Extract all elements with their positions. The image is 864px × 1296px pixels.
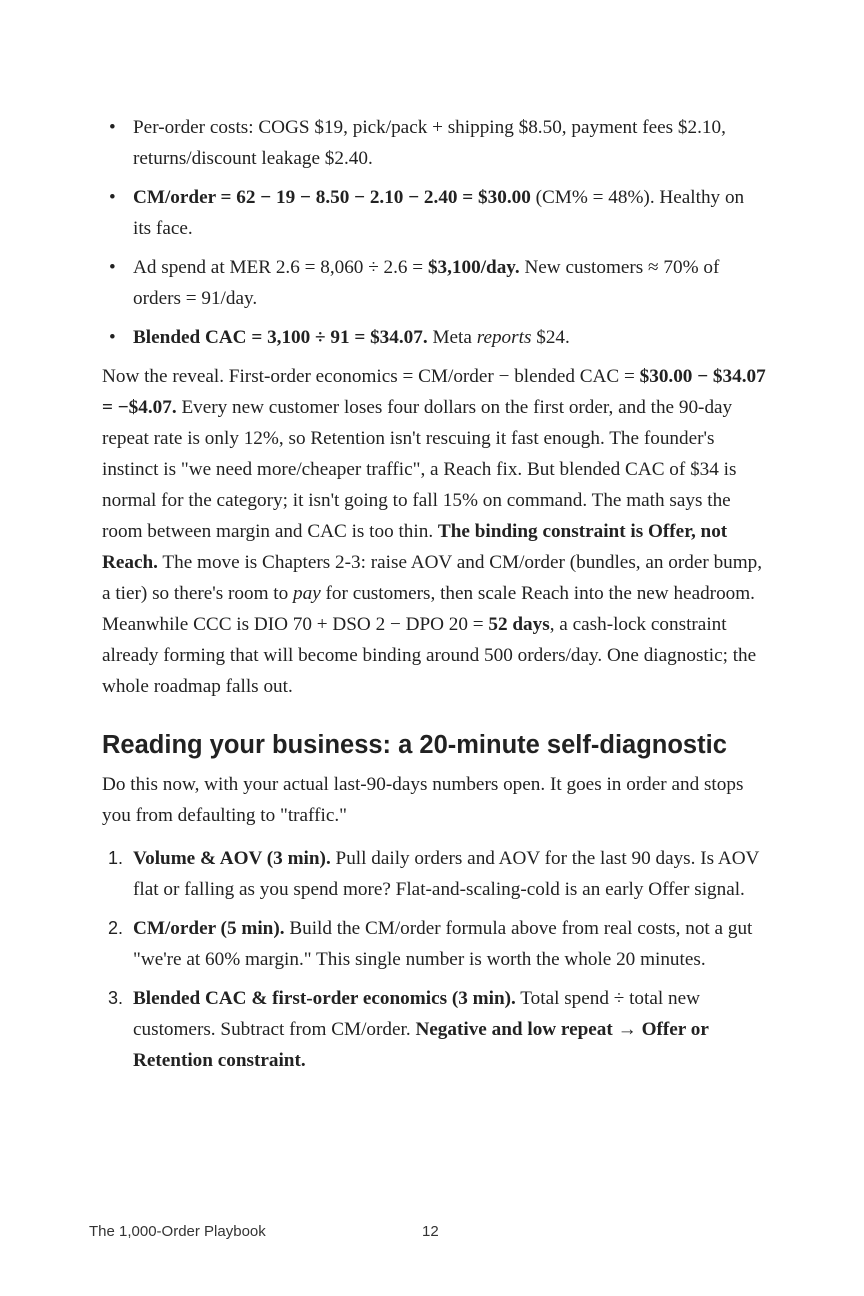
step-volume-aov: 1. Volume & AOV (3 min). Pull daily orders and AOV for the last 90 days. Is AOV flat or falling as you spend more? Flat-and-scaling-cold is an early Offer signal. — [102, 843, 767, 905]
bullet-ad-spend: • Ad spend at MER 2.6 = 8,060 ÷ 2.6 = $3,100/day. New customers ≈ 70% of orders = 91/day. — [102, 252, 767, 314]
bullet-blended-cac: • Blended CAC = 3,100 ÷ 91 = $34.07. Meta reports $24. — [102, 322, 767, 353]
page-content — [102, 112, 767, 1084]
step-cm-order: 2. CM/order (5 min). Build the CM/order formula above from real costs, not a gut "we're at 60% margin." This single number is worth the whole 20 minutes. — [102, 913, 767, 975]
page-number: 12 — [422, 1223, 439, 1240]
step-number: 2. — [108, 918, 124, 938]
section-intro: Do this now, with your actual last-90-days numbers open. It goes in order and stops you from defaulting to "traffic." — [102, 774, 744, 826]
bullet-list — [102, 112, 767, 353]
section-heading: Reading your business: a 20-minute self-diagnostic — [102, 731, 727, 759]
bullet-cm-order: • CM/order = 62 − 19 − 8.50 − 2.10 − 2.40 = $30.00 (CM% = 48%). Healthy on its face. — [102, 182, 767, 244]
step-blended-cac: 3. Blended CAC & first-order economics (3 min). Total spend ÷ total new customers. Subtract from CM/order. Negative and low repeat → Offer or Retention constraint. — [102, 983, 767, 1076]
step-number: 1. — [108, 848, 124, 868]
reveal-paragraph: Now the reveal. First-order economics = CM/order − blended CAC = $30.00 − $34.07 = −$4.07. Every new customer loses four dollars on the first order, and the 90-day repeat rate is only 12%, so Retention isn't rescuing it fast enough. The founder's instinct is "we need more/cheaper traffic", a Reach fix. But blended CAC of $34 is normal for the category; it isn't going to fall 15% on command. The math says the room between margin and CAC is too thin. The binding constraint is Offer, not Reach. The move is Chapters 2-3: raise AOV and CM/order (bundles, an order bump, a tier) so there's room to pay for customers, then scale Reach into the new headroom. Meanwhile CCC is DIO 70 + DSO 2 − DPO 20 = 52 days, a cash-lock constraint already forming that will become binding around 500 orders/day. One diagnostic; the whole roadmap falls out. — [102, 366, 766, 697]
blended-cac-formula: Blended CAC = 3,100 ÷ 91 = $34.07. — [133, 327, 428, 348]
bullet-per-order-costs: • Per-order costs: COGS $19, pick/pack + shipping $8.50, payment fees $2.10, returns/discount leakage $2.40. — [102, 112, 767, 174]
step-number: 3. — [108, 988, 124, 1008]
binding-constraint-statement: The binding constraint is Offer, not Reach. — [102, 521, 728, 573]
diagnostic-steps — [102, 843, 767, 1076]
ccc-days-value: 52 days — [488, 614, 550, 635]
cm-order-formula: CM/order = 62 − 19 − 8.50 − 2.10 − 2.40 = $30.00 — [133, 187, 531, 208]
first-order-economics-value: $30.00 − $34.07 = −$4.07. — [102, 366, 766, 418]
book-title: The 1,000-Order Playbook — [89, 1223, 266, 1240]
ad-spend-value: $3,100/day. — [427, 257, 520, 278]
